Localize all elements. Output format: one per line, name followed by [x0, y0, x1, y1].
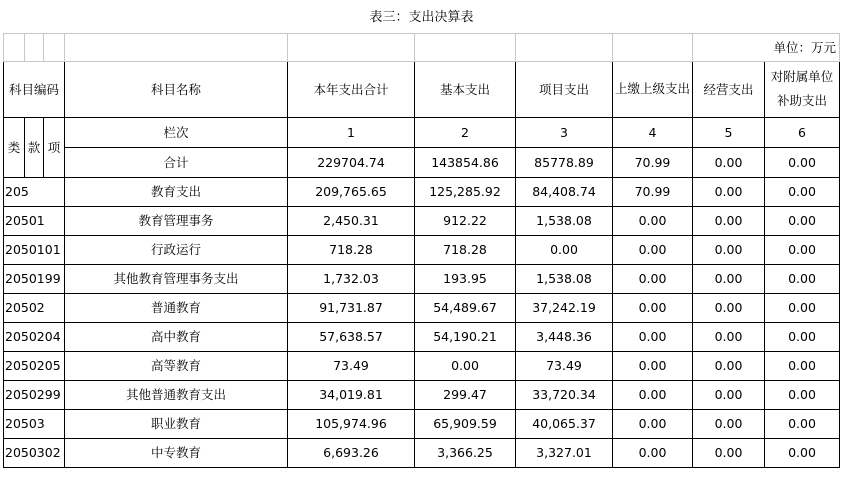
remit-cell: 0.00 — [613, 264, 693, 293]
remit-cell: 0.00 — [613, 206, 693, 235]
operating-cell: 0.00 — [693, 264, 765, 293]
project-cell: 37,242.19 — [516, 293, 613, 322]
header-name: 科目名称 — [65, 61, 288, 117]
subject-code: 2050302 — [4, 438, 65, 467]
subject-code: 2050204 — [4, 322, 65, 351]
subject-name: 中专教育 — [65, 438, 288, 467]
operating-cell: 0.00 — [693, 351, 765, 380]
basic-cell: 3,366.25 — [415, 438, 516, 467]
project-cell: 1,538.08 — [516, 206, 613, 235]
subsidy-cell: 0.00 — [765, 438, 840, 467]
remit-cell: 0.00 — [613, 235, 693, 264]
column-number: 6 — [765, 117, 840, 147]
project-cell: 3,327.01 — [516, 438, 613, 467]
subsidy-cell: 0.00 — [765, 380, 840, 409]
operating-cell: 0.00 — [693, 293, 765, 322]
subject-code: 205 — [4, 177, 65, 206]
operating-cell: 0.00 — [693, 322, 765, 351]
column-number: 1 — [288, 117, 415, 147]
subject-code: 20502 — [4, 293, 65, 322]
expenditure-table — [3, 3, 840, 468]
subsidy-cell: 0.00 — [765, 235, 840, 264]
project-cell: 40,065.37 — [516, 409, 613, 438]
unit-label: 单位：万元 — [693, 33, 840, 61]
subject-name: 高中教育 — [65, 322, 288, 351]
header-xiang: 项 — [44, 117, 65, 177]
total-cell: 105,974.96 — [288, 409, 415, 438]
subsidy-cell: 0.00 — [765, 206, 840, 235]
header-basic: 基本支出 — [415, 61, 516, 117]
subsidy-cell: 0.00 — [765, 409, 840, 438]
column-label: 栏次 — [65, 117, 288, 147]
table-row — [4, 293, 840, 322]
header-project: 项目支出 — [516, 61, 613, 117]
subject-code: 2050299 — [4, 380, 65, 409]
column-number: 2 — [415, 117, 516, 147]
subject-name: 教育支出 — [65, 177, 288, 206]
subject-name: 普通教育 — [65, 293, 288, 322]
total-cell: 91,731.87 — [288, 293, 415, 322]
subject-name: 其他普通教育支出 — [65, 380, 288, 409]
project-cell: 84,408.74 — [516, 177, 613, 206]
table-title: 表三：支出决算表 — [369, 10, 474, 26]
total-cell: 718.28 — [288, 235, 415, 264]
basic-cell: 54,190.21 — [415, 322, 516, 351]
remit-cell: 70.99 — [613, 177, 693, 206]
subject-name: 职业教育 — [65, 409, 288, 438]
subject-name: 其他教育管理事务支出 — [65, 264, 288, 293]
subsidy-cell: 0.00 — [765, 293, 840, 322]
subject-code: 2050199 — [4, 264, 65, 293]
subject-code: 20501 — [4, 206, 65, 235]
subject-name: 教育管理事务 — [65, 206, 288, 235]
operating-cell: 0.00 — [693, 206, 765, 235]
remit-cell: 0.00 — [613, 351, 693, 380]
column-number: 4 — [613, 117, 693, 147]
remit-cell: 0.00 — [613, 322, 693, 351]
data-rows — [4, 177, 840, 467]
basic-cell: 0.00 — [415, 351, 516, 380]
remit-cell: 0.00 — [613, 293, 693, 322]
summary-value: 229704.74 — [288, 147, 415, 177]
project-cell: 1,538.08 — [516, 264, 613, 293]
basic-cell: 193.95 — [415, 264, 516, 293]
table-row — [4, 264, 840, 293]
project-cell: 3,448.36 — [516, 322, 613, 351]
table-row — [4, 380, 840, 409]
table-row — [4, 351, 840, 380]
subsidy-cell: 0.00 — [765, 177, 840, 206]
operating-cell: 0.00 — [693, 235, 765, 264]
project-cell: 33,720.34 — [516, 380, 613, 409]
column-number: 3 — [516, 117, 613, 147]
remit-cell: 0.00 — [613, 409, 693, 438]
operating-cell: 0.00 — [693, 177, 765, 206]
header-code: 科目编码 — [4, 61, 65, 117]
summary-label: 合计 — [65, 147, 288, 177]
subject-code: 2050205 — [4, 351, 65, 380]
header-operating: 经营支出 — [693, 61, 765, 117]
basic-cell: 125,285.92 — [415, 177, 516, 206]
summary-value: 85778.89 — [516, 147, 613, 177]
total-cell: 34,019.81 — [288, 380, 415, 409]
summary-value: 0.00 — [693, 147, 765, 177]
remit-cell: 0.00 — [613, 438, 693, 467]
header-total: 本年支出合计 — [288, 61, 415, 117]
total-cell: 73.49 — [288, 351, 415, 380]
table-row — [4, 206, 840, 235]
subsidy-cell: 0.00 — [765, 264, 840, 293]
table-row — [4, 235, 840, 264]
expenditure-sheet — [3, 3, 840, 468]
basic-cell: 299.47 — [415, 380, 516, 409]
subject-code: 2050101 — [4, 235, 65, 264]
table-row — [4, 438, 840, 467]
basic-cell: 718.28 — [415, 235, 516, 264]
summary-value: 70.99 — [613, 147, 693, 177]
summary-value: 0.00 — [765, 147, 840, 177]
operating-cell: 0.00 — [693, 409, 765, 438]
table-row — [4, 409, 840, 438]
header-lei: 类 — [4, 117, 25, 177]
subject-name: 行政运行 — [65, 235, 288, 264]
project-cell: 73.49 — [516, 351, 613, 380]
header-subsidy: 对附属单位补助支出 — [765, 61, 840, 117]
remit-cell: 0.00 — [613, 380, 693, 409]
summary-row — [4, 147, 840, 177]
subsidy-cell: 0.00 — [765, 322, 840, 351]
table-row — [4, 322, 840, 351]
operating-cell: 0.00 — [693, 380, 765, 409]
project-cell: 0.00 — [516, 235, 613, 264]
basic-cell: 912.22 — [415, 206, 516, 235]
subject-name: 高等教育 — [65, 351, 288, 380]
basic-cell: 65,909.59 — [415, 409, 516, 438]
total-cell: 2,450.31 — [288, 206, 415, 235]
total-cell: 209,765.65 — [288, 177, 415, 206]
total-cell: 57,638.57 — [288, 322, 415, 351]
basic-cell: 54,489.67 — [415, 293, 516, 322]
header-kuan: 款 — [25, 117, 44, 177]
subject-code: 20503 — [4, 409, 65, 438]
summary-value: 143854.86 — [415, 147, 516, 177]
subsidy-cell: 0.00 — [765, 351, 840, 380]
table-row — [4, 177, 840, 206]
operating-cell: 0.00 — [693, 438, 765, 467]
total-cell: 1,732.03 — [288, 264, 415, 293]
header-remit: 上缴上级支出 — [613, 61, 693, 117]
total-cell: 6,693.26 — [288, 438, 415, 467]
column-number: 5 — [693, 117, 765, 147]
